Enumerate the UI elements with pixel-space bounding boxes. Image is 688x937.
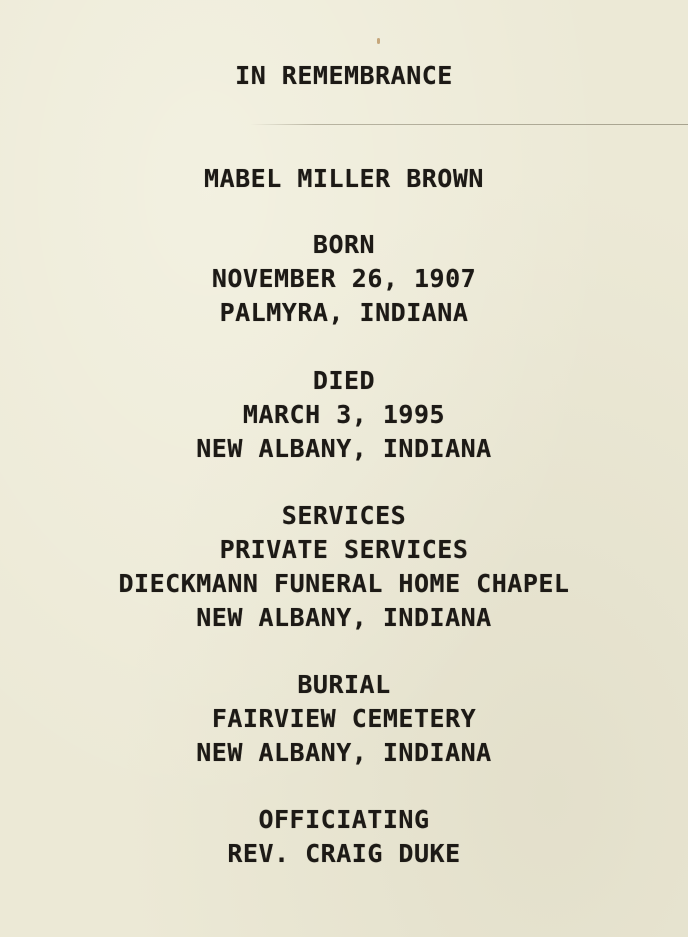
born-place: PALMYRA, INDIANA (219, 298, 469, 327)
officiating-label: OFFICIATING (258, 805, 430, 834)
burial-cemetery: FAIRVIEW CEMETERY (211, 704, 477, 733)
paper-speck (377, 38, 380, 44)
services-venue: DIECKMANN FUNERAL HOME CHAPEL (118, 569, 570, 598)
died-label: DIED (312, 366, 376, 395)
fold-line (250, 124, 688, 125)
services-type: PRIVATE SERVICES (219, 535, 469, 564)
died-date: MARCH 3, 1995 (242, 400, 446, 429)
died-place: NEW ALBANY, INDIANA (196, 434, 492, 463)
born-label: BORN (312, 230, 376, 259)
officiating-name: REV. CRAIG DUKE (227, 839, 461, 868)
heading: IN REMEMBRANCE (235, 61, 453, 90)
burial-place: NEW ALBANY, INDIANA (196, 738, 492, 767)
born-date: NOVEMBER 26, 1907 (211, 264, 477, 293)
deceased-name: MABEL MILLER BROWN (204, 164, 484, 193)
burial-label: BURIAL (297, 670, 391, 699)
services-label: SERVICES (281, 501, 407, 530)
services-place: NEW ALBANY, INDIANA (196, 603, 492, 632)
